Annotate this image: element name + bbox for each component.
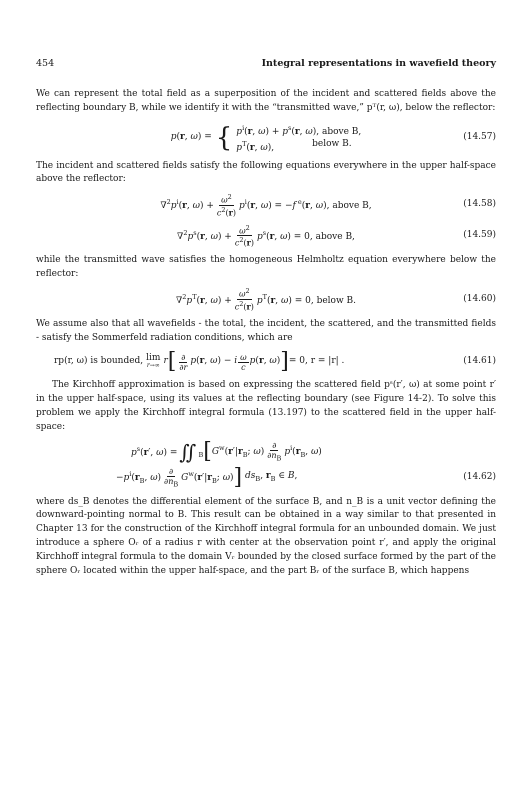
page-body bbox=[36, 88, 496, 578]
paragraph-5: The Kirchhoff approximation is based on expressing the scattered field pˢ(r′, ω) at some point r′ in the upper half-space, using its values at the reflecting boundary (see Figure 14-2). To solve this problem we apply the Kirchhoff integral formula (13.197) to the scattered field in the upper half-space: bbox=[36, 380, 496, 432]
equation-number: (14.58) bbox=[463, 199, 496, 210]
equation-14-59: $\nabla^2p^s(r$, ω) + $\frac{\omega^2}{c^2(r)}$ $p^s(r$, ω) = 0, above B, (14.59) bbox=[177, 223, 496, 248]
page-number: 454 bbox=[36, 58, 55, 69]
equation-number: (14.61) bbox=[463, 356, 496, 367]
paragraph-6: where ds_B denotes the differential element of the surface B, and n_B is a unit vector defining the downward-pointing normal to B. This result can be obtained in a way similar to that presented in Chapter 13 for the construction of the Kirchhoff integral formula for an unbounded domain. We just introduce a sphere Oᵣ of a radius r with center at the observation point r′, and apply the original Kirchhoff integral formula to the domain Vᵣ bounded by the closed surface formed by the part of the sphere Oᵣ located within the upper half-space, and the part Bᵣ of the surface B, which happens bbox=[36, 496, 496, 576]
equation-number: (14.60) bbox=[463, 293, 496, 304]
paragraph-3: while the transmitted wave satisfies the homogeneous Helmholtz equation everywhere below the reflector: bbox=[36, 254, 496, 279]
equation-number: (14.59) bbox=[463, 229, 496, 240]
page-header bbox=[36, 58, 496, 69]
running-title: Integral representations in wavefield theory bbox=[261, 58, 496, 69]
paragraph-1: We can represent the total field as a superposition of the incident and scattered fields above the reflecting boundary B, while we identify it with the “transmitted wave,” pᵀ(r, ω), below the reflector: bbox=[36, 89, 496, 113]
paragraph-4: We assume also that all wavefields - the total, the incident, the scattered, and the transmitted fields - satisfy the Sommerfeld radiation conditions, which are bbox=[36, 318, 496, 343]
equation-14-61: rp(r, ω) is bounded, lim r→∞ r [ $\frac{\partial}{\partial r}$ p(r, ω) − i $\frac{\omega}{c}$ p(r, ω) ] = 0, r = |r| . (14.61) bbox=[54, 349, 496, 375]
equation-14-58: $\nabla^2p^i(r$, ω) + $\frac{\omega^2}{c^2(r)}$ $p^i(r$, ω) = −f $^e$(r, ω), above B, (14.58) bbox=[160, 193, 496, 218]
equation-number: (14.57) bbox=[463, 131, 496, 142]
equation-14-60: $\nabla^2p^T(r$, ω) + $\frac{\omega^2}{c^2(r)}$ $p^T(r$, ω) = 0, below B. (14.60) bbox=[175, 287, 496, 312]
equation-14-57: p(r, ω) = { $p^i(r$, $\omega) + p^s(r$, ω), above B, $p^T(r$, ω), below B. (14.57) bbox=[170, 122, 496, 153]
equation-number: (14.62) bbox=[463, 472, 496, 483]
paragraph-2: The incident and scattered fields satisfy the following equations everywhere in the upper half-space above the reflector: bbox=[36, 160, 496, 185]
equation-14-62: $p^s(r'$, ω) = ∬ $_B$ [ $G^w(r'|r_B$; ω) $\frac{\partial}{\partial n_B}$ $p^i(r_B$, ω) $-p^i(r_B$, ω) $\frac{\partial}{\partial n_B}$ $G^w(r'|r_B$; ω) ] $ds_B$, $r_B$ ∈ B, (14.62) bbox=[116, 438, 496, 491]
